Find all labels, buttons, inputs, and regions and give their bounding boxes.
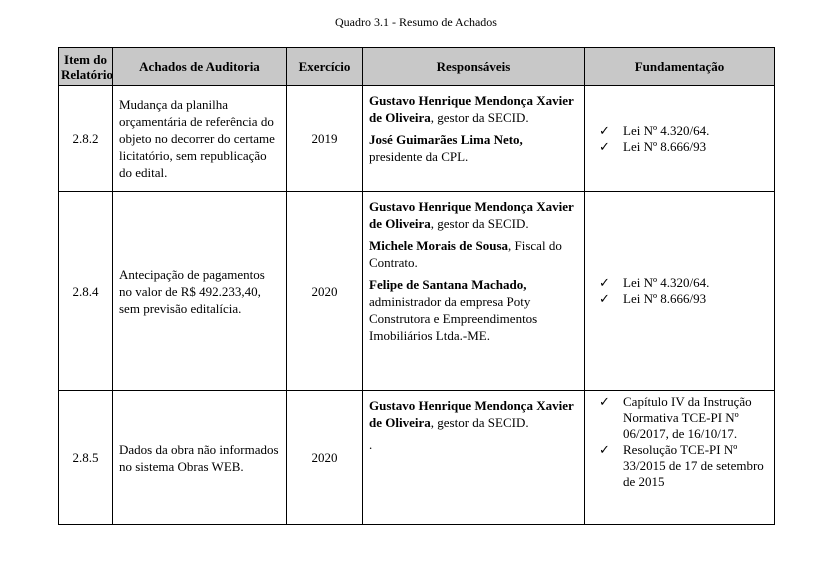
checkmark-icon: ✓ xyxy=(599,138,610,154)
item-number: 2.8.5 xyxy=(59,391,113,525)
table-row xyxy=(59,192,775,391)
checkmark-icon: ✓ xyxy=(599,442,610,457)
header-exercicio: Exercício xyxy=(287,48,363,86)
exercise-year: 2019 xyxy=(287,86,363,192)
exercise-year: 2020 xyxy=(287,391,363,525)
legal-basis-text: Lei Nº 4.320/64. xyxy=(623,122,710,138)
responsible-role: , gestor da SECID. xyxy=(430,415,529,430)
responsible-role: presidente da CPL. xyxy=(369,149,469,164)
table-row xyxy=(59,86,775,192)
checkmark-icon: ✓ xyxy=(599,291,610,306)
legal-basis-text: Capítulo IV da Instrução Normativa TCE-PI Nº 06/2017, de 16/10/17. xyxy=(623,394,752,441)
checkmark-icon: ✓ xyxy=(599,275,610,290)
responsible-name: Felipe de Santana Machado, xyxy=(369,277,527,292)
responsible-role: administrador da empresa Poty Construtora e Empreendimentos Imobiliários Ltda.-ME. xyxy=(369,294,538,343)
responsible-entry xyxy=(369,436,578,453)
legal-basis-text: Lei Nº 8.666/93 xyxy=(623,138,707,154)
item-number: 2.8.4 xyxy=(59,192,113,391)
checkmark-icon: ✓ xyxy=(599,394,610,409)
header-achados: Achados de Auditoria xyxy=(113,48,287,86)
legal-basis-item xyxy=(599,139,770,155)
responsible-name: Gustavo Henrique Mendonça Xavier de Oliveira xyxy=(369,199,574,231)
legal-basis-cell xyxy=(585,86,775,192)
header-item: Item do Relatório xyxy=(59,48,113,86)
responsible-role: . xyxy=(369,437,373,452)
responsible-entry xyxy=(369,131,578,165)
findings-table xyxy=(58,47,775,525)
responsible-name: Gustavo Henrique Mendonça Xavier de Oliveira xyxy=(369,398,574,430)
legal-basis-text: Resolução TCE-PI Nº 33/2015 de 17 de setembro de 2015 xyxy=(623,442,764,489)
responsible-entry xyxy=(369,198,578,232)
header-row xyxy=(59,48,775,86)
responsible-name: Michele Morais de Sousa xyxy=(369,238,509,253)
responsibles-cell xyxy=(363,86,585,192)
responsible-name: José Guimarães Lima Neto, xyxy=(369,132,523,147)
legal-basis-text: Lei Nº 8.666/93 xyxy=(623,291,707,306)
responsible-role: , gestor da SECID. xyxy=(430,110,529,125)
legal-basis-cell xyxy=(585,192,775,391)
checkmark-icon: ✓ xyxy=(599,122,610,138)
header-responsaveis: Responsáveis xyxy=(363,48,585,86)
legal-basis-item xyxy=(599,442,770,490)
responsible-entry xyxy=(369,397,578,431)
item-number: 2.8.2 xyxy=(59,86,113,192)
finding-text: Dados da obra não informados no sistema Obras WEB. xyxy=(113,391,287,525)
legal-basis-item xyxy=(599,394,770,442)
legal-basis-text: Lei Nº 4.320/64. xyxy=(623,275,710,290)
finding-text: Antecipação de pagamentos no valor de R$ 492.233,40, sem previsão editalícia. xyxy=(113,192,287,391)
responsible-role: , gestor da SECID. xyxy=(430,216,529,231)
responsible-role: , Fiscal do Contrato. xyxy=(369,238,562,270)
responsible-entry xyxy=(369,276,578,344)
legal-basis-item xyxy=(599,123,770,139)
legal-basis-item xyxy=(599,275,770,291)
header-fundamentacao: Fundamentação xyxy=(585,48,775,86)
table-row xyxy=(59,391,775,525)
responsibles-cell xyxy=(363,192,585,391)
legal-basis-cell xyxy=(585,391,775,525)
responsibles-cell xyxy=(363,391,585,525)
responsible-entry xyxy=(369,237,578,271)
exercise-year: 2020 xyxy=(287,192,363,391)
responsible-name: Gustavo Henrique Mendonça Xavier de Oliveira xyxy=(369,93,574,125)
legal-basis-item xyxy=(599,291,770,307)
finding-text: Mudança da planilha orçamentária de referência do objeto no decorrer do certame licitatório, sem republicação do edital. xyxy=(113,86,287,192)
table-caption: Quadro 3.1 - Resumo de Achados xyxy=(335,15,497,29)
responsible-entry xyxy=(369,92,578,126)
